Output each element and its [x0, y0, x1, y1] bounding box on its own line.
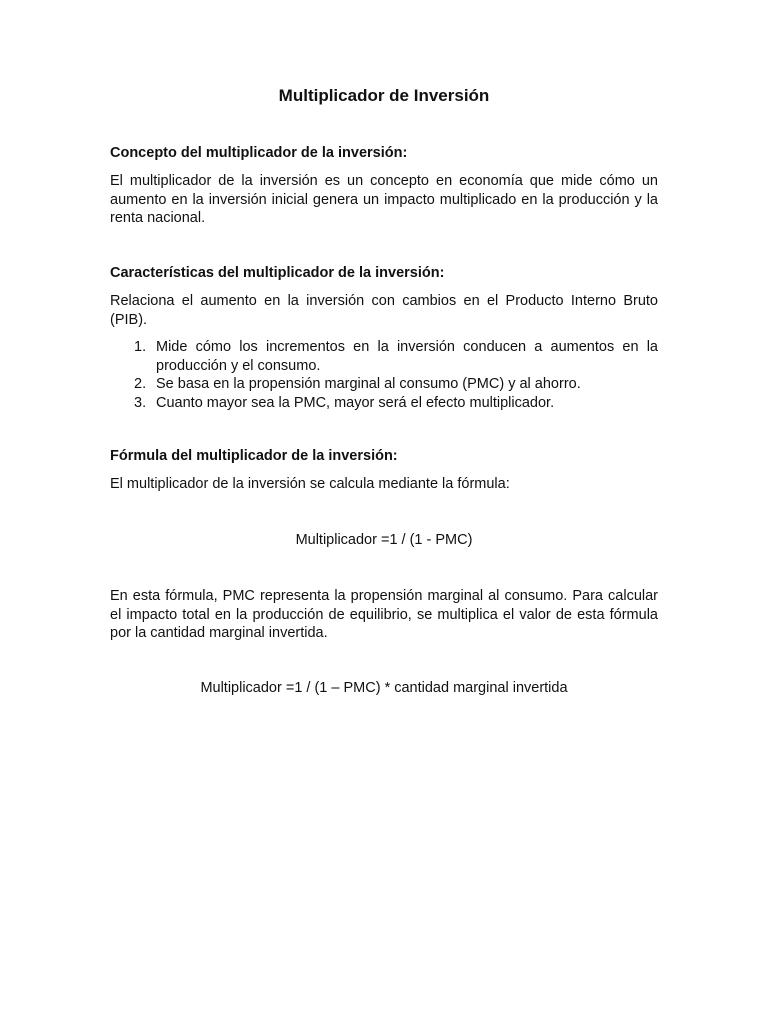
section-paragraph-formula: El multiplicador de la inversión se calcula mediante la fórmula:	[110, 476, 510, 492]
list-item-text: Cuanto mayor sea la PMC, mayor será el efecto multiplicador.	[156, 394, 555, 411]
section-heading-concepto: Concepto del multiplicador de la inversión:	[110, 145, 408, 161]
characteristics-list	[110, 338, 658, 412]
list-item-number: 2.	[134, 376, 147, 392]
formula-multiplicador-total: Multiplicador =1 / (1 – PMC) * cantidad marginal invertida	[200, 680, 568, 696]
list-item-text: Mide cómo los incrementos en la inversión conducen a aumentos en la producción y el consumo.	[156, 339, 658, 374]
list-item-number: 3.	[134, 394, 147, 411]
section-heading-formula: Fórmula del multiplicador de la inversión:	[110, 448, 398, 464]
document-title: Multiplicador de Inversión	[278, 86, 490, 105]
list-item	[110, 375, 658, 394]
section-paragraph-caracteristicas: Relaciona el aumento en la inversión con cambios en el Producto Interno Bruto (PIB).	[110, 293, 658, 328]
list-item-text: Se basa en la propensión marginal al consumo (PMC) y al ahorro.	[156, 376, 581, 392]
formula-explanation-paragraph: En esta fórmula, PMC representa la propensión marginal al consumo. Para calcular el impacto total en la producción de equilibrio, se multiplica el valor de esta fórmula por la cantidad marginal invertida.	[110, 588, 658, 641]
section-paragraph-concepto: El multiplicador de la inversión es un concepto en economía que mide cómo un aumento en la inversión inicial genera un impacto multiplicado en la producción y la renta nacional.	[110, 173, 658, 226]
list-item	[110, 338, 658, 375]
section-heading-caracteristicas: Características del multiplicador de la inversión:	[110, 265, 445, 281]
formula-multiplicador: Multiplicador =1 / (1 - PMC)	[295, 532, 473, 548]
list-item-number: 1.	[134, 339, 147, 355]
list-item	[110, 394, 658, 413]
